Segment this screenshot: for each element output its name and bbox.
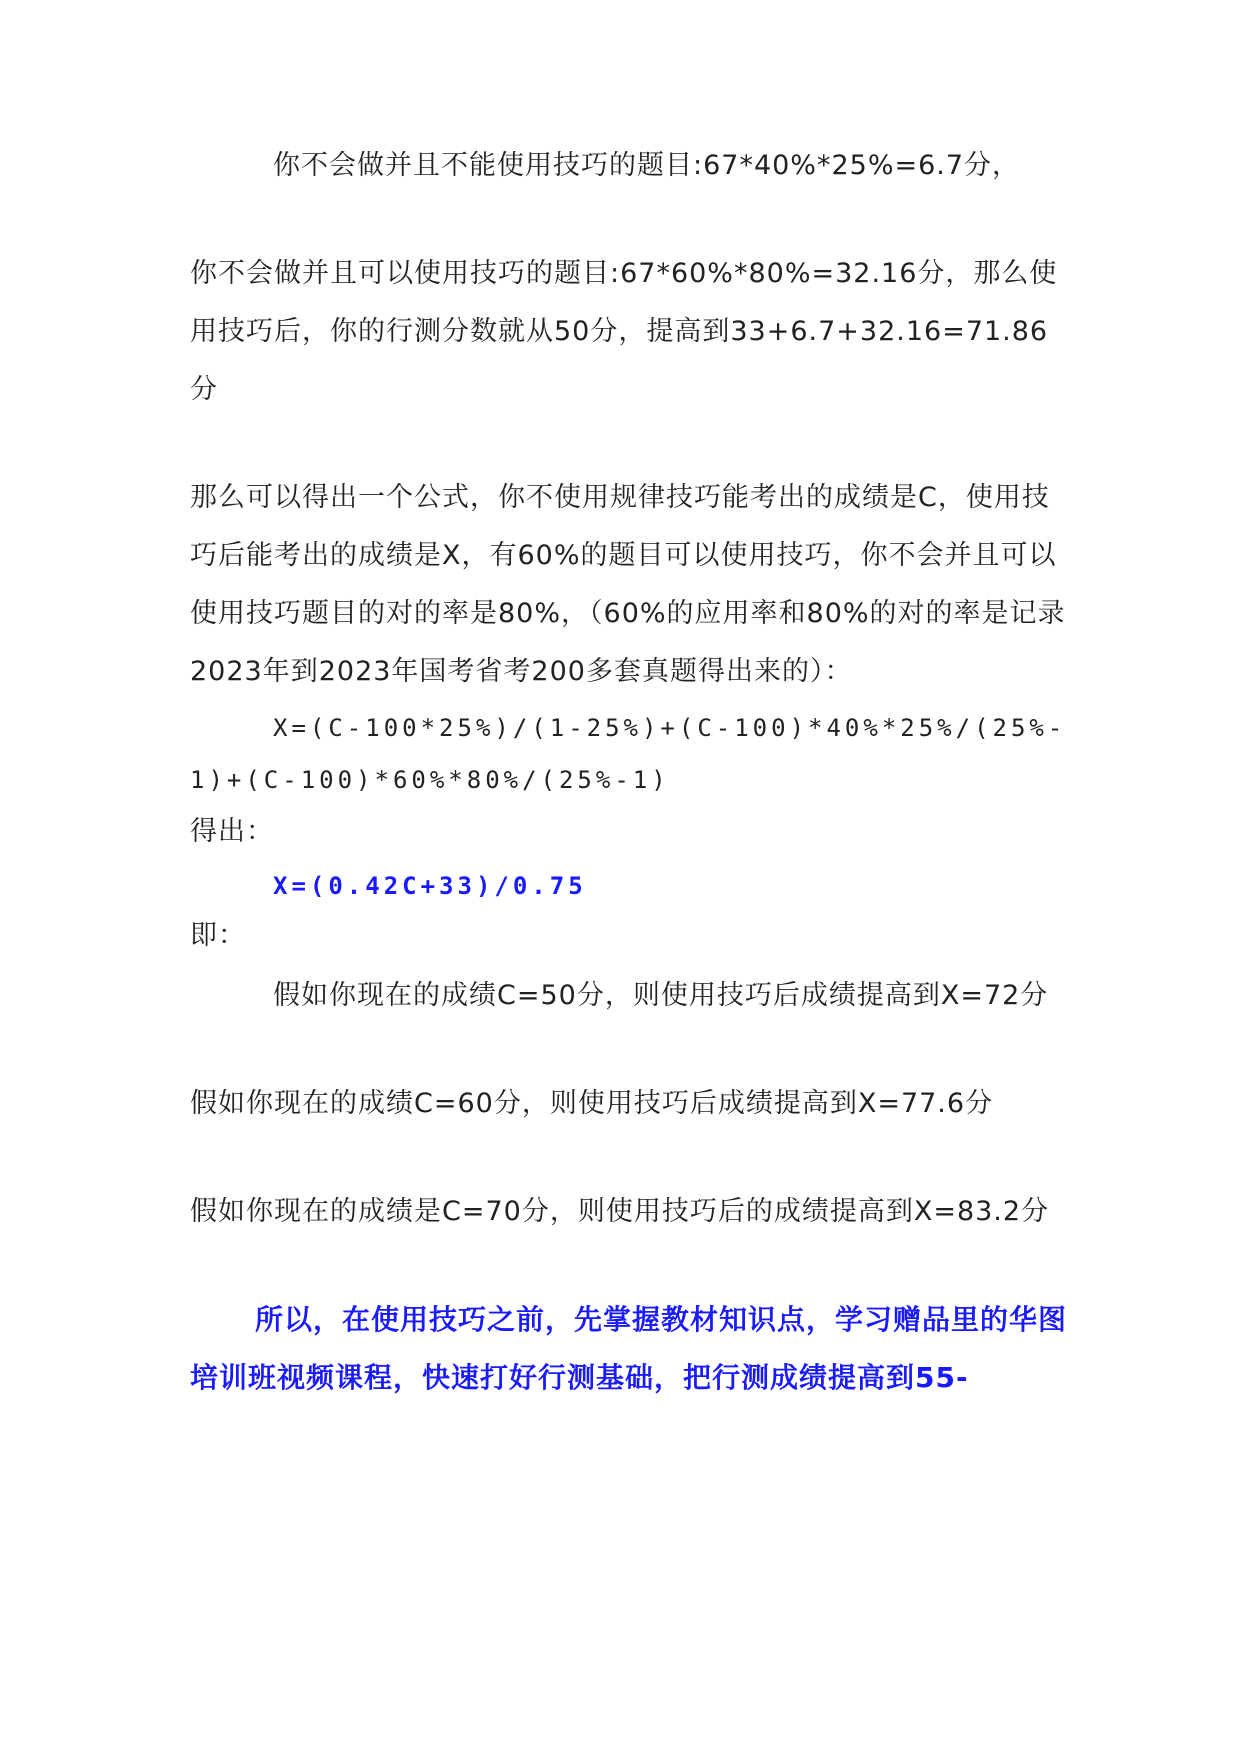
paragraph-line-4: 分 (190, 374, 218, 405)
paragraph-line-6: 巧后能考出的成绩是X，有60%的题目可以使用技巧，你不会并且可以 (190, 540, 1057, 571)
example-line-1: 假如你现在的成绩C=50分，则使用技巧后成绩提高到X=72分 (273, 980, 1049, 1011)
conclusion-line-1: 所以，在使用技巧之前，先掌握教材知识点，学习赠品里的华图 (255, 1303, 1068, 1336)
paragraph-line-1: 你不会做并且不能使用技巧的题目:67*40%*25%=6.7分， (273, 150, 1021, 181)
paragraph-line-8: 2023年到2023年国考省考200多套真题得出来的）： (190, 656, 853, 687)
paragraph-line-2: 你不会做并且可以使用技巧的题目:67*60%*80%=32.16分，那么使 (190, 258, 1058, 289)
example-line-2: 假如你现在的成绩C=60分，则使用技巧后成绩提高到X=77.6分 (190, 1088, 994, 1119)
example-line-3: 假如你现在的成绩是C=70分，则使用技巧后的成绩提高到X=83.2分 (190, 1196, 1050, 1227)
label-namely: 即： (190, 920, 246, 951)
paragraph-line-3: 用技巧后，你的行测分数就从50分，提高到33+6.7+32.16=71.86 (190, 316, 1049, 347)
result-formula: X=(0.42C+33)/0.75 (273, 872, 587, 900)
formula-line-1: X=(C-100*25%)/(1-25%)+(C-100)*40%*25%/(25%- (273, 714, 1067, 742)
formula-line-2: 1)+(C-100)*60%*80%/(25%-1) (190, 766, 670, 794)
paragraph-line-5: 那么可以得出一个公式，你不使用规律技巧能考出的成绩是C，使用技 (190, 482, 1050, 513)
conclusion-line-2: 培训班视频课程，快速打好行测基础，把行测成绩提高到55- (190, 1361, 969, 1394)
label-result: 得出： (190, 816, 274, 847)
paragraph-line-7: 使用技巧题目的对的率是80%，（60%的应用率和80%的对的率是记录 (190, 598, 1066, 629)
